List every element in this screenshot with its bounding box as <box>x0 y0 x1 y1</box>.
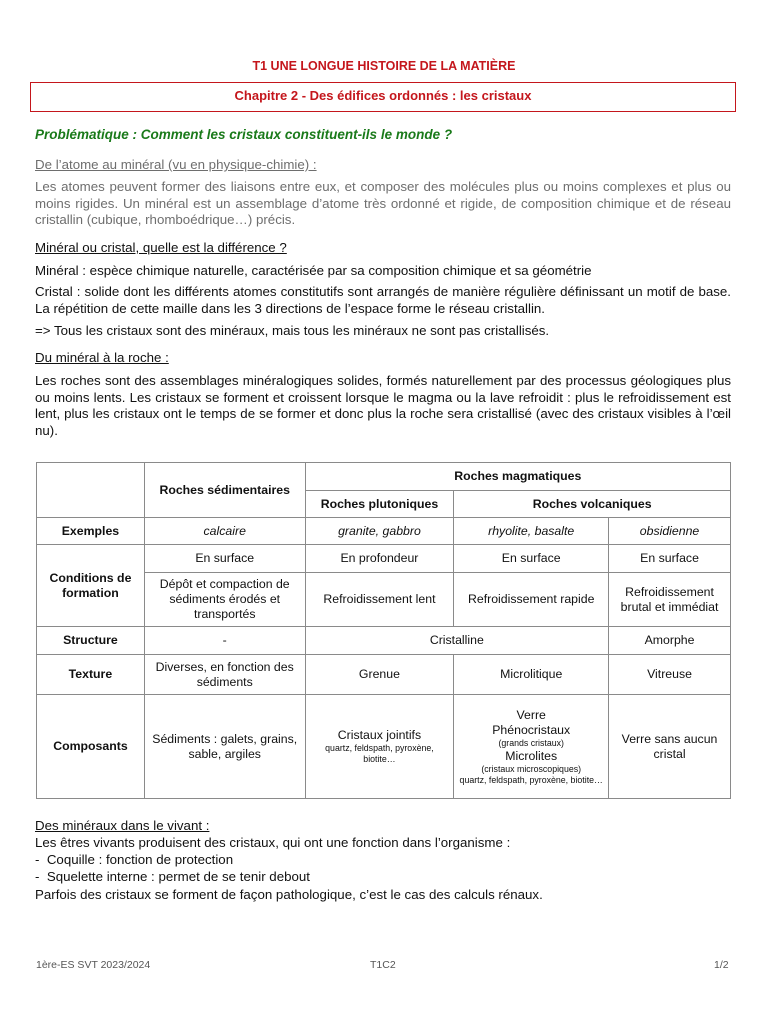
section2-heading: Minéral ou cristal, quelle est la différence ? <box>35 240 287 255</box>
microlites-note: (cristaux microscopiques) <box>481 763 582 774</box>
row-label-conditions: Conditions de formation <box>37 545 145 627</box>
mineral-definition: Minéral : espèce chimique naturelle, caractérisée par sa composition chimique et sa géométrie <box>35 263 592 278</box>
table-corner <box>37 463 145 518</box>
document-title: T1 UNE LONGUE HISTOIRE DE LA MATIÈRE <box>252 59 516 73</box>
footer-center: T1C2 <box>370 959 396 971</box>
header-magmatiques: Roches magmatiques <box>305 463 730 491</box>
cristaux-jointifs: Cristaux jointifs <box>337 728 422 742</box>
list-item-text: Squelette interne : permet de se tenir debout <box>46 869 310 884</box>
footer-left: 1ère-ES SVT 2023/2024 <box>36 959 151 971</box>
cell: Refroidissement brutal et immédiat <box>609 573 731 627</box>
cell: Diverses, en fonction des sédiments <box>144 655 305 695</box>
cell <box>305 695 454 799</box>
cell: calcaire <box>144 518 305 545</box>
section3-heading: Du minéral à la roche : <box>35 350 169 365</box>
phenocristaux-note: (grands cristaux) <box>498 737 564 748</box>
section4-heading: Des minéraux dans le vivant : <box>35 818 210 833</box>
cell: En surface <box>609 545 731 573</box>
microlites: Microlites <box>505 748 558 763</box>
cell: granite, gabbro <box>305 518 454 545</box>
header-volcaniques: Roches volcaniques <box>454 491 731 518</box>
cell: En surface <box>454 545 609 573</box>
list-item-text: Coquille : fonction de protection <box>46 852 234 867</box>
cell: Refroidissement lent <box>305 573 454 627</box>
cell: Sédiments : galets, grains, sable, argiles <box>144 695 305 799</box>
cell: Cristalline <box>305 627 609 655</box>
row-label-texture: Texture <box>37 655 145 695</box>
cell: En surface <box>144 545 305 573</box>
mineral-list: quartz, feldspath, pyroxène, biotite… <box>459 774 603 785</box>
list-item <box>35 852 731 869</box>
row-label-structure: Structure <box>37 627 145 655</box>
cell: rhyolite, basalte <box>454 518 609 545</box>
section3-text: Les roches sont des assemblages minéralogiques solides, formés naturellement par des processus géologiques plus ou moins lents. Les cristaux se forment et croissent lorsque le magma ou la lave refroidit : plus le refroidissement est lent, plus les cristaux ont le temps de se former et donc plus la roche sera cristallisé (avec des cristaux visibles à l’œil nu). <box>35 373 731 438</box>
cell: Verre sans aucun cristal <box>609 695 731 799</box>
section4-intro: Les êtres vivants produisent des cristaux, qui ont une fonction dans l’organisme : <box>35 835 511 850</box>
problematique: Problématique : Comment les cristaux constituent-ils le monde ? <box>35 127 453 142</box>
cell: Vitreuse <box>609 655 731 695</box>
cell: Refroidissement rapide <box>454 573 609 627</box>
bullet: - <box>35 852 47 867</box>
list-item <box>35 869 731 886</box>
phenocristaux: Phénocristaux <box>492 722 571 737</box>
cell: Grenue <box>305 655 454 695</box>
chapter-title-box: Chapitre 2 - Des édifices ordonnés : les cristaux <box>30 82 736 112</box>
mineral-list: quartz, feldspath, pyroxène, biotite… <box>325 743 434 764</box>
section4-outro: Parfois des cristaux se forment de façon pathologique, c’est le cas des calculs rénaux. <box>35 887 543 902</box>
rocks-table <box>36 462 731 799</box>
cell: En profondeur <box>305 545 454 573</box>
section1-heading: De l’atome au minéral (vu en physique-chimie) : <box>35 157 317 172</box>
row-label-composants: Composants <box>37 695 145 799</box>
cell: Dépôt et compaction de sédiments érodés et transportés <box>144 573 305 627</box>
row-label-exemples: Exemples <box>37 518 145 545</box>
conclusion: => Tous les cristaux sont des minéraux, mais tous les minéraux ne sont pas cristallisés. <box>35 323 550 338</box>
bullet: - <box>35 869 47 884</box>
footer-page-number: 1/2 <box>714 959 729 971</box>
header-plutoniques: Roches plutoniques <box>305 491 454 518</box>
section1-text: Les atomes peuvent former des liaisons entre eux, et composer des molécules plus ou moins complexes et plus ou moins rigides. Un minéral est un assemblage d’atome très ordonné et rigide, de composition chimique et de réseau cristallin (cubique, rhomboédrique…) précis. <box>35 179 731 227</box>
cell: - <box>144 627 305 655</box>
cell: Amorphe <box>609 627 731 655</box>
header-sedimentaires: Roches sédimentaires <box>144 463 305 518</box>
cristal-definition: Cristal : solide dont les différents atomes constitutifs sont arrangés de manière régulière définissant un motif de base. La répétition de cette maille dans les 3 directions de l’espace forme le réseau cristallin. <box>35 284 731 316</box>
cell: obsidienne <box>609 518 731 545</box>
cell: Microlitique <box>454 655 609 695</box>
cell <box>454 695 609 799</box>
verre: Verre <box>516 707 546 722</box>
